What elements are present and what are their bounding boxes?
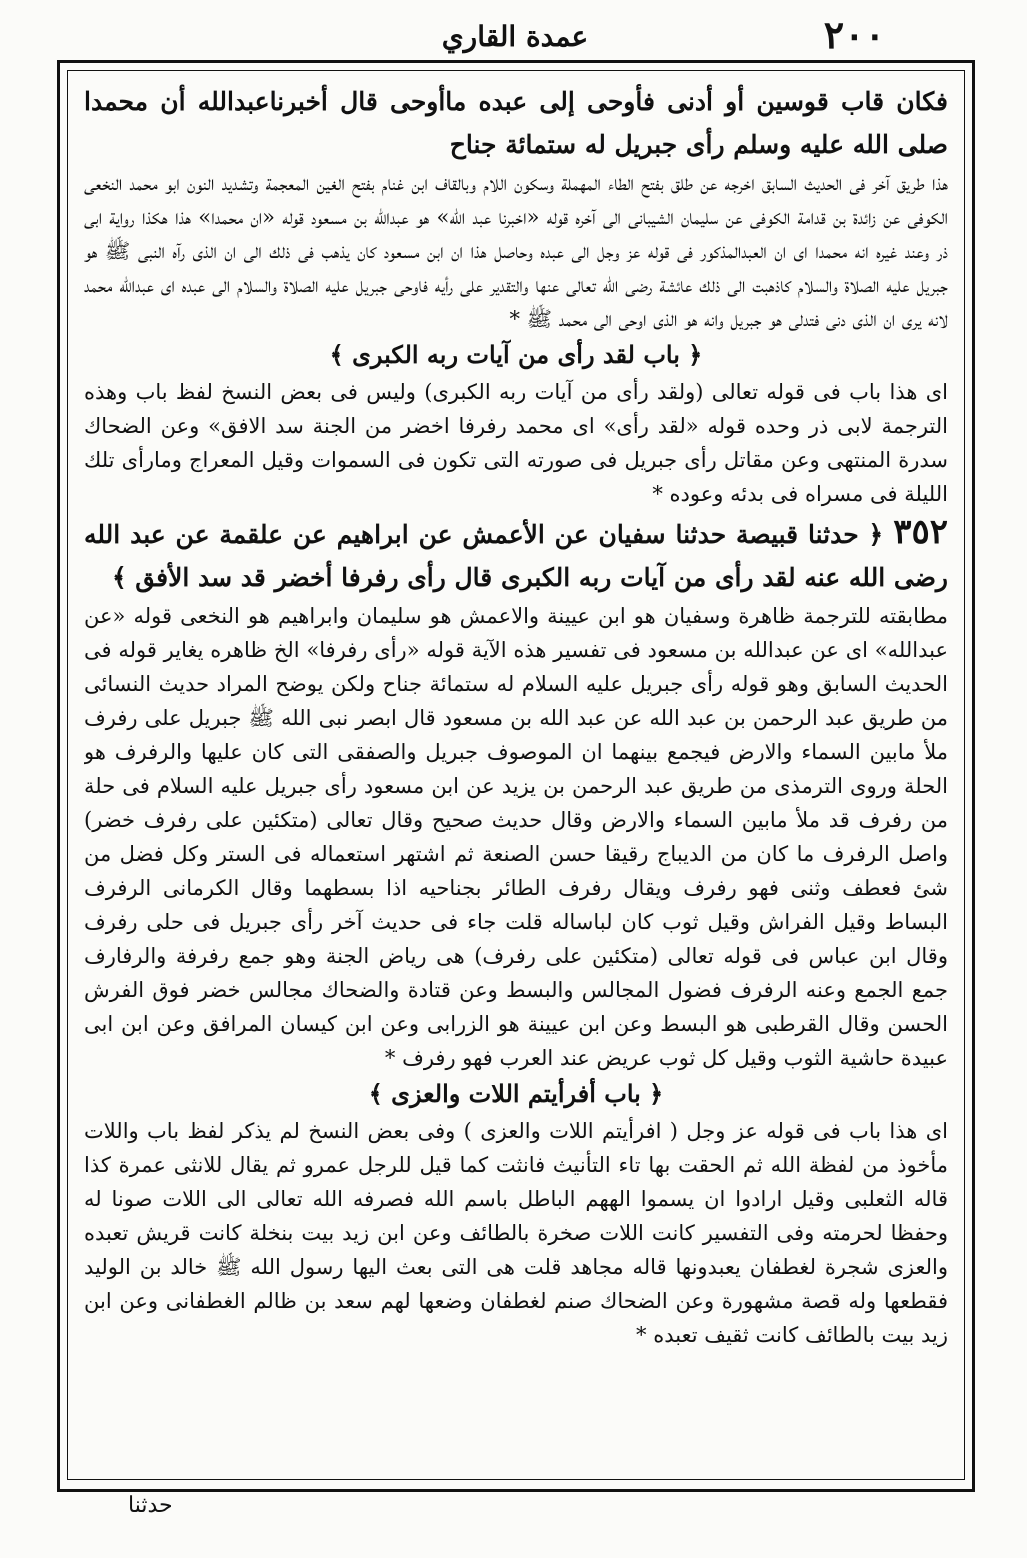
page-body [84,80,948,1478]
commentary-paragraph: مطابقته للترجمة ظاهرة وسفيان هو ابن عيينة والاعمش هو سليمان وابراهيم هو النخعى قوله «عن عبدالله» اى عن عبدالله بن مسعود فى تفسير هذه الآية قوله «رأى رفرفا» الخ ظاهره يغاير قوله فى الحديث السابق وهو قوله رأى جبريل عليه السلام له ستمائة جناح ولكن يوضح المراد حديث النسائى من طريق عبد الرحمن بن عبد الله عن عبد الله بن مسعود قال ابصر نبى الله ﷺ جبريل على رفرف ملأ مابين السماء والارض فيجمع بينهما ان الموصوف جبريل والصفقى التى كان عليها والرفرف هو الحلة وروى الترمذى من طريق عبد الرحمن بن يزيد عن ابن مسعود رأى جبريل عليه السلام فى حلة من رفرف قد ملأ مابين السماء والارض وقال حديث صحيح وقال تعالى (متكئين على رفرف خضر) واصل الرفرف ما كان من الديباج رقيقا حسن الصنعة ثم اشتهر استعماله فى الستر وكل فضل من شئ فعطف وثنى فهو رفرف ويقال رفرف الطائر بجناحيه اذا بسطهما وقال الكرمانى الرفرف البساط وقيل الفراش وقيل ثوب كان لباساله قلت جاء فى حديث آخر رأى جبريل فى حلى رفرف وقال ابن عباس فى قوله تعالى (متكئين على رفرف) هى رياض الجنة وهو جمع رفرفة والرفارف جمع الجمع وعنه الرفرف فضول المجالس والبسط وعن قتادة والضحاك مجالس خضر فوق الفرش الحسن وقال القرطبى هو البسط وعن ابن عيينة هو الزرابى وعن ابن كيسان المرافق وعن ابن ابى عبيدة حاشية الثوب وقيل كل ثوب عريض عند العرب فهو رفرف * [84,604,948,1070]
hadith-block [84,511,948,599]
chapter-heading: ﴿ باب لقد رأى من آيات ربه الكبرى ﴾ [329,340,703,369]
hadith-number: ٣٥٢ [893,512,948,552]
catchword: حدثنا [128,1493,173,1518]
chapter-heading: ﴿ باب أفرأيتم اللات والعزى ﴾ [368,1079,664,1108]
page-header [55,12,975,58]
hadith-text: ﴿ حدثنا قبيصة حدثنا سفيان عن الأعمش عن ابراهيم عن علقمة عن عبد الله رضى الله عنه لقد رأى من آيات ربه الكبرى قال رأى رفرفا أخضر قد سد الأفق ﴾ [84,520,948,592]
quran-verse-block: فكان قاب قوسين أو أدنى فأوحى إلى عبده ماأوحى قال أخبرناعبدالله أن محمدا صلى الله عليه وسلم رأى جبريل له ستمائة جناح [84,87,948,159]
commentary-paragraph: اى هذا باب فى قوله تعالى (ولقد رأى من آيات ربه الكبرى) وليس فى بعض النسخ لفظ باب وهذه الترجمة لابى ذر وحده قوله «لقد رأى» اى محمد رفرفا اخضر من الجنة سد الافق» وعن الضحاك سدرة المنتهى وعن مقاتل رأى جبريل فى صورته التى تكون فى السموات وقيل المعراج ومارأى تلك الليلة فى مسراه فى بدئه وعوده * [84,380,948,506]
page-number: ٢٠٠ [823,12,885,57]
running-title: عمدة القاري [441,20,589,53]
commentary-paragraph: هذا طريق آخر فى الحديث السابق اخرجه عن طلق بفتح الطاء المهملة وسكون اللام وبالقاف ابن غنام بفتح الغين المعجمة وتشديد النون ابو محمد النخعى الكوفى عن زائدة بن قدامة الكوفى عن سليمان الشيبانى الى آخره قوله «اخبرنا عبد الله» هو عبدالله بن مسعود قوله «ان محمدا» هذا هكذا رواية ابى ذر وعند غيره انه محمدا اى ان العبدالمذكور فى قوله عز وجل الى عبده وحاصل هذا ان ابن مسعود كان يذهب فى ذلك الى ان الذى رآه النبى ﷺ هو جبريل عليه الصلاة والسلام كاذهبت الى ذلك عائشة رضى الله تعالى عنها والتقدير على رأيه فاوحى جبريل عليه الصلاة والسلام الى عبده اى عبدالله محمد لانه يرى ان الذى دنى فتدلى هو جبريل وانه هو الذى اوحى الى محمد ﷺ * [84,171,948,331]
commentary-paragraph: اى هذا باب فى قوله عز وجل ( افرأيتم اللات والعزى ) وفى بعض النسخ لم يذكر لفظ باب واللات مأخوذ من لفظة الله ثم الحقت بها تاء التأنيث فانثت كما قيل للرجل عمرو ثم يقال للانثى عمرة كذا قاله الثعلبى وقيل ارادوا ان يسموا الههم الباطل باسم الله فصرفه الله تعالى الى اللات صونا له وحفظا لحرمته وفى التفسير كانت اللات صخرة بالطائف وعن ابن زيد بيت بنخلة كانت قريش تعبده والعزى شجرة لغطفان يعبدونها قاله مجاهد قلت هى التى بعث اليها رسول الله ﷺ خالد بن الوليد فقطعها وله قصة مشهورة وعن الضحاك صنم لغطفان وضعها لهم سعد بن ظالم الغطفانى وعن ابن زيد بيت بالطائف كانت ثقيف تعبده * [84,1119,948,1347]
